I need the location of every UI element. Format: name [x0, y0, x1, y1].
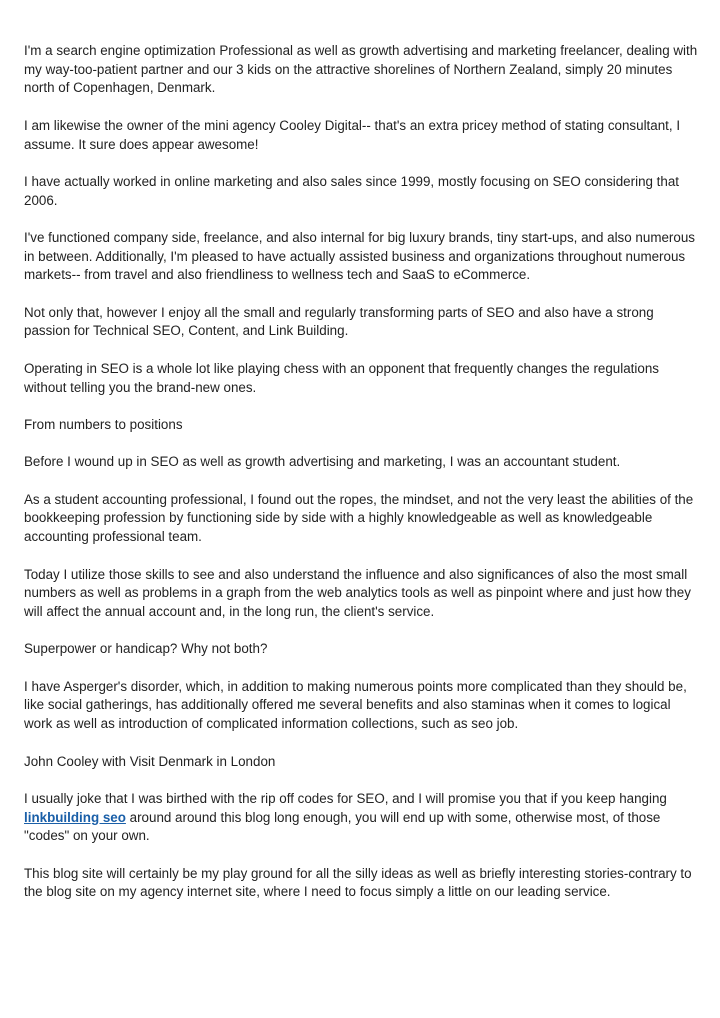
- paragraph-accountant: Before I wound up in SEO as well as growth advertising and marketing, I was an accountant student.: [24, 454, 621, 470]
- paragraph-blog: This blog site will certainly be my play ground for all the silly ideas as well as briefly interesting stories-contrary to the blog site on my agency internet site, where I need to focus simply a little on our leading service.: [24, 865, 692, 900]
- paragraph-intro: I'm a search engine optimization Professional as well as growth advertising and marketing freelancer, dealing with my way-too-patient partner and our 3 kids on the attractive shorelines of Northern Zealand, simply 20 minutes north of Copenhagen, Denmark.: [24, 43, 698, 96]
- paragraph-cheat-codes: [24, 790, 700, 846]
- paragraph-chess: Operating in SEO is a whole lot like playing chess with an opponent that frequently changes the regulations without telling you the brand-new ones.: [24, 360, 659, 395]
- subheading-superpower: Superpower or handicap? Why not both?: [24, 641, 268, 657]
- linkbuilding-seo-link[interactable]: linkbuilding seo: [24, 809, 126, 825]
- paragraph-student: As a student accounting professional, I found out the ropes, the mindset, and not the very least the abilities of the bookkeeping profession by functioning side by side with a highly knowledgeable as well as knowledgeable accounting professional team.: [24, 491, 694, 545]
- link-paragraph-after: around around this blog long enough, you will end up with some, otherwise most, of those "codes" on your own.: [24, 809, 661, 844]
- paragraph-experience: I have actually worked in online marketing and also sales since 1999, mostly focusing on SEO considering that 2006.: [24, 173, 680, 208]
- paragraph-skills: Today I utilize those skills to see and also understand the influence and also significances of also the most small numbers as well as problems in a graph from the web analytics tools as well as pinpoint where and just how they will affect the annual account and, in the long run, the client's service.: [24, 566, 691, 619]
- subheading-numbers: From numbers to positions: [24, 416, 183, 432]
- link-paragraph-before: I usually joke that I was birthed with the rip off codes for SEO, and I will promise you that if you keep hanging: [24, 790, 667, 806]
- paragraph-asperger: I have Asperger's disorder, which, in addition to making numerous points more complicated than they should be, like social gatherings, has additionally offered me several benefits and also staminas when it comes to logical work as well as introduction of complicated information collections, such as seo job.: [24, 678, 687, 732]
- document-body: [24, 42, 700, 921]
- paragraph-passion: Not only that, however I enjoy all the small and regularly transforming parts of SEO and also have a strong passion for Technical SEO, Content, and Link Building.: [24, 304, 654, 339]
- paragraph-clients: I've functioned company side, freelance, and also internal for big luxury brands, tiny start-ups, and also numerous in between. Additionally, I'm pleased to have actually assisted business and organizations throughout numerous markets-- from travel and also friendliness to wellness tech and SaaS to eCommerce.: [24, 229, 695, 283]
- caption-visit-denmark: John Cooley with Visit Denmark in London: [24, 753, 276, 769]
- paragraph-agency: I am likewise the owner of the mini agency Cooley Digital-- that's an extra pricey method of stating consultant, I assume. It sure does appear awesome!: [24, 117, 681, 152]
